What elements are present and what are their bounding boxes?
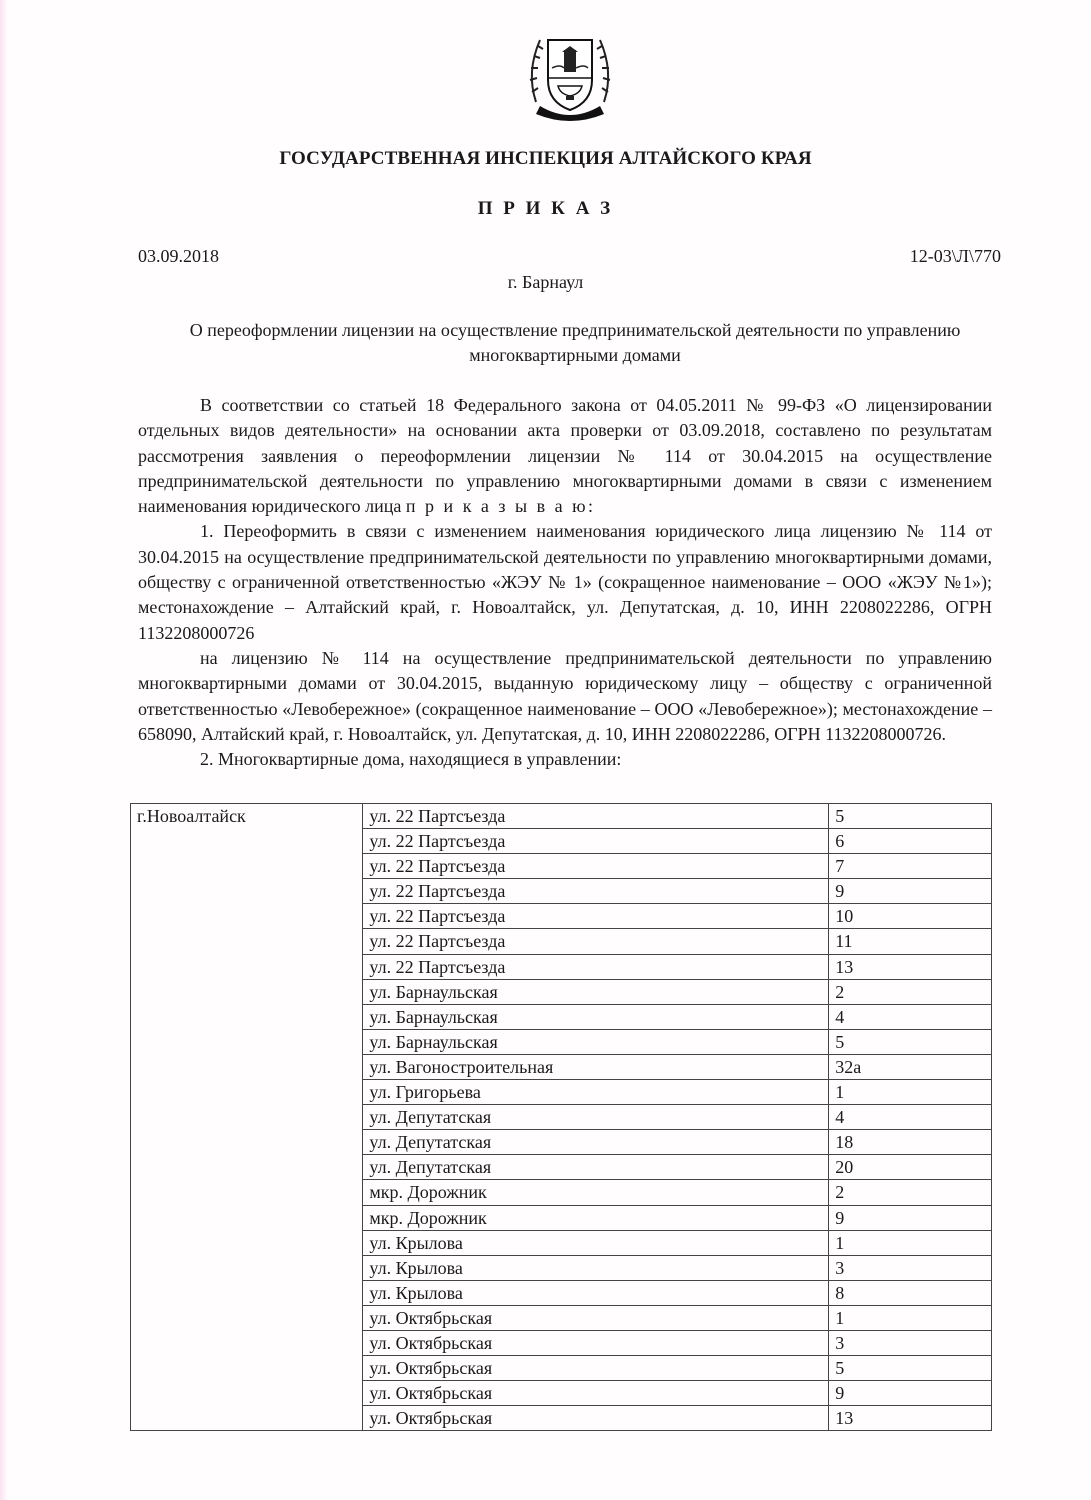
street-cell: ул. 22 Партсъезда xyxy=(363,954,829,979)
house-number-cell: 2 xyxy=(829,979,992,1004)
street-cell: мкр. Дорожник xyxy=(363,1180,829,1205)
street-cell: ул. Крылова xyxy=(363,1280,829,1305)
street-cell: мкр. Дорожник xyxy=(363,1205,829,1230)
street-cell: ул. Октябрьская xyxy=(363,1356,829,1381)
street-cell: ул. 22 Партсъезда xyxy=(363,804,829,829)
street-cell: ул. Депутатская xyxy=(363,1105,829,1130)
house-number-cell: 3 xyxy=(829,1330,992,1355)
street-cell: ул. Депутатская xyxy=(363,1155,829,1180)
house-number-cell: 10 xyxy=(829,904,992,929)
house-number-cell: 3 xyxy=(829,1255,992,1280)
street-cell: ул. Григорьева xyxy=(363,1080,829,1105)
house-number-cell: 1 xyxy=(829,1305,992,1330)
order-date: 03.09.2018 xyxy=(138,246,219,266)
house-number-cell: 20 xyxy=(829,1155,992,1180)
street-cell: ул. Депутатская xyxy=(363,1130,829,1155)
house-number-cell: 5 xyxy=(829,1356,992,1381)
street-cell: ул. 22 Партсъезда xyxy=(363,929,829,954)
house-number-cell: 2 xyxy=(829,1180,992,1205)
house-number-cell: 6 xyxy=(829,829,992,854)
street-cell: ул. 22 Партсъезда xyxy=(363,829,829,854)
house-number-cell: 4 xyxy=(829,1004,992,1029)
street-cell: ул. Вагоностроительная xyxy=(363,1054,829,1079)
item-2-paragraph: 2. Многоквартирные дома, находящиеся в управлении: xyxy=(200,749,622,770)
preamble-text: В соответствии со статьей 18 Федерального закона от 04.05.2011 № 99-ФЗ «О лицензировании отдельных видов деятельности» на основании акта проверки от 03.09.2018, составлено по результатам рассмотрения заявления о переоформлении лицензии № 114 от 30.04.2015 на осуществление предпринимательской деятельности по управлению многоквартирными домами в связи с изменением наименования юридического лица xyxy=(138,395,992,517)
organization-title: ГОСУДАРСТВЕННАЯ ИНСПЕКЦИЯ АЛТАЙСКОГО КРАЯ xyxy=(279,148,812,169)
house-number-cell: 8 xyxy=(829,1280,992,1305)
street-cell: ул. Барнаульская xyxy=(363,1029,829,1054)
house-number-cell: 7 xyxy=(829,854,992,879)
house-number-cell: 9 xyxy=(829,1381,992,1406)
house-number-cell: 9 xyxy=(829,1205,992,1230)
street-cell: ул. Октябрьская xyxy=(363,1330,829,1355)
house-number-cell: 13 xyxy=(829,1406,992,1431)
item-1-paragraph: 1. Переоформить в связи с изменением наименования юридического лица лицензию № 114 от 30.04.2015 на осуществление предпринимательской деятельности по управлению многоквартирными домами, обществу с ограниченной ответственностью «ЖЭУ № 1» (сокращенное наименование – ООО «ЖЭУ №1»); местонахождение – Алтайский край, г. Новоалтайск, ул. Депутатская, д. 10, ИНН 2208022286, ОГРН 1132208000726 xyxy=(138,521,992,643)
item-1-continuation: на лицензию № 114 на осуществление предпринимательской деятельности по управлению многоквартирными домами от 30.04.2015, выданную юридическому лицу – обществу с ограниченной ответственностью «Левобережное» (сокращенное наименование – ООО «Левобережное»); местонахождение – 658090, Алтайский край, г. Новоалтайск, ул. Депутатская, д. 10, ИНН 2208022286, ОГРН 1132208000726. xyxy=(138,647,992,744)
street-cell: ул. Крылова xyxy=(363,1255,829,1280)
house-number-cell: 18 xyxy=(829,1130,992,1155)
house-number-cell: 11 xyxy=(829,929,992,954)
street-cell: ул. 22 Партсъезда xyxy=(363,879,829,904)
street-cell: ул. Октябрьская xyxy=(363,1406,829,1431)
street-cell: ул. 22 Партсъезда xyxy=(363,854,829,879)
order-number: 12-03\Л\770 xyxy=(909,246,1001,266)
street-cell: ул. Крылова xyxy=(363,1230,829,1255)
street-cell: ул. Октябрьская xyxy=(363,1381,829,1406)
coat-of-arms-icon xyxy=(522,22,618,130)
page-edge-tint xyxy=(0,0,8,1500)
document-type-title: П Р И К А З xyxy=(477,198,614,219)
house-number-cell: 1 xyxy=(829,1080,992,1105)
street-cell: ул. Барнаульская xyxy=(363,979,829,1004)
city-cell: г.Новоалтайск xyxy=(131,804,363,1431)
house-number-cell: 5 xyxy=(829,804,992,829)
house-number-cell: 5 xyxy=(829,1029,992,1054)
house-number-cell: 32а xyxy=(829,1054,992,1079)
street-cell: ул. Барнаульская xyxy=(363,1004,829,1029)
order-subject: О переоформлении лицензии на осуществление предпринимательской деятельности по управлению многоквартирными домами xyxy=(189,320,961,365)
order-word: п р и к а з ы в а ю: xyxy=(405,496,596,517)
street-cell: ул. Октябрьская xyxy=(363,1305,829,1330)
table-row xyxy=(131,804,992,829)
street-cell: ул. 22 Партсъезда xyxy=(363,904,829,929)
house-number-cell: 1 xyxy=(829,1230,992,1255)
house-number-cell: 9 xyxy=(829,879,992,904)
houses-table xyxy=(130,803,992,1431)
house-number-cell: 13 xyxy=(829,954,992,979)
issue-city: г. Барнаул xyxy=(507,272,584,292)
preamble-paragraph xyxy=(138,393,992,519)
order-body xyxy=(138,393,992,772)
house-number-cell: 4 xyxy=(829,1105,992,1130)
